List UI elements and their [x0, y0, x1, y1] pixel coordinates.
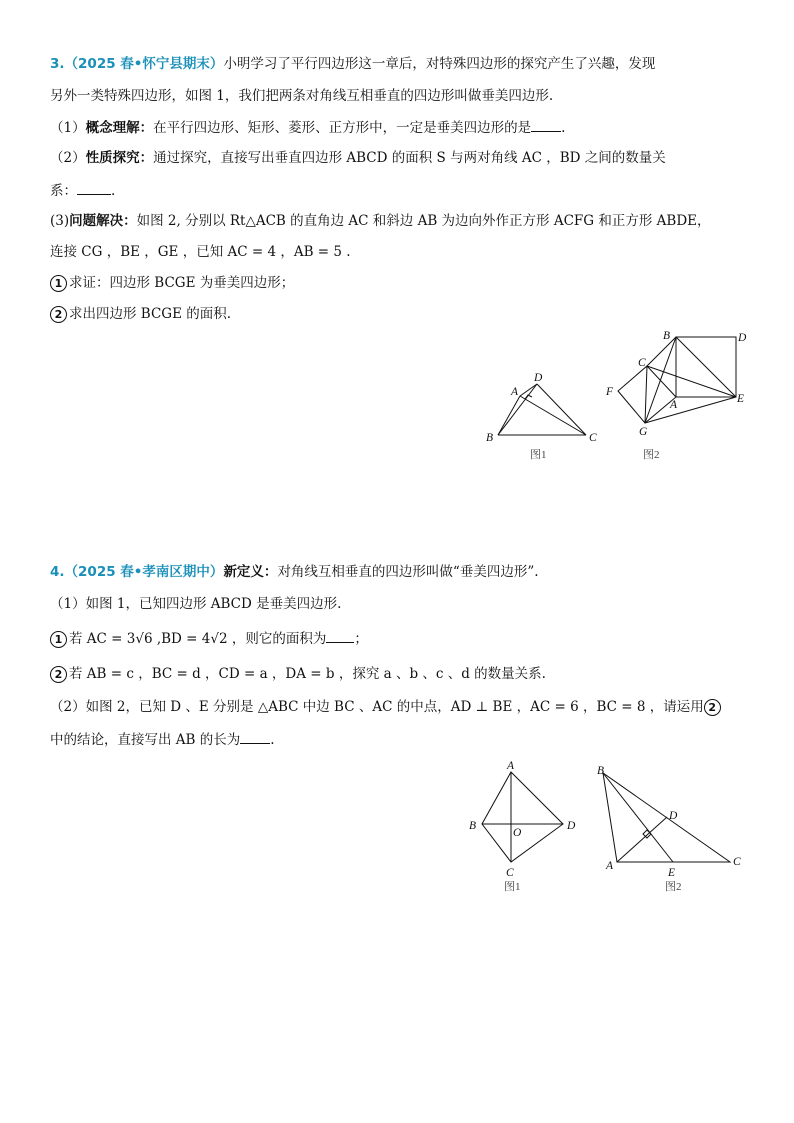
- right-angle-mark: [525, 395, 532, 399]
- q3-p2-text: 通过探究，直接写出垂直四边形 ABCD 的面积 S 与两对角线 AC ，BD 之间的数量关: [153, 150, 666, 166]
- label-A: A: [606, 860, 614, 872]
- circled-2-icon: 2: [704, 699, 721, 716]
- q3-part-3: [50, 211, 711, 231]
- q3-line-1: [50, 54, 655, 74]
- q4-p1-text: （1）如图 1，已知四边形 ABCD 是垂美四边形.: [50, 596, 342, 612]
- q4-def-text: 对角线互相垂直的四边形叫做“垂美四边形”.: [277, 564, 539, 580]
- q4-p2-end: .: [270, 732, 275, 748]
- label-C: C: [733, 856, 741, 868]
- q3-p1-answer-blank[interactable]: [531, 117, 561, 132]
- q3-p2-end: .: [111, 183, 116, 199]
- q4-sub-2: [50, 664, 546, 684]
- q3-p2-answer-blank[interactable]: [77, 180, 111, 195]
- q3-part-2: [50, 148, 666, 168]
- q4-p2-text: （2）如图 2，已知 D 、E 分别是 △ABC 中边 BC 、AC 的中点，AD ⊥ BE ，AC = 6 ，BC = 8 ，请运用: [50, 699, 704, 715]
- label-B: B: [597, 765, 605, 777]
- q3-p2-text-2: 系：: [50, 183, 77, 199]
- segment-AD: [520, 384, 537, 396]
- q3-p3-head: 问题解决：: [69, 213, 137, 229]
- label-E: E: [668, 867, 676, 879]
- label-O: O: [513, 827, 522, 839]
- q4-line-1: [50, 562, 539, 582]
- label-C: C: [589, 432, 597, 444]
- label-C: C: [506, 867, 514, 879]
- q4-p2-text-2: 中的结论，直接写出 AB 的长为: [50, 732, 241, 748]
- segment-BA: [498, 396, 520, 435]
- q3-line-2: [50, 86, 553, 106]
- segment-DC: [537, 384, 586, 435]
- segment-BE: [603, 773, 673, 862]
- segment-BE: [676, 337, 736, 397]
- q4-figure-2: [592, 758, 752, 898]
- label-A: A: [507, 760, 515, 772]
- q3-s2-text: 求出四边形 BCGE 的面积.: [69, 306, 232, 322]
- q4-part-2-cont: [50, 729, 275, 750]
- q3-figure-1: [478, 366, 608, 466]
- circled-2-icon: 2: [50, 666, 67, 683]
- q3-p1-text: 在平行四边形、矩形、菱形、正方形中，一定是垂美四边形的是: [153, 120, 532, 136]
- segment-CB: [647, 337, 676, 366]
- circled-1-icon: 1: [50, 631, 67, 648]
- label-E: E: [737, 393, 745, 405]
- q4-sub-1: [50, 628, 368, 649]
- q4-part-2: [50, 697, 723, 717]
- q4-part-1: [50, 594, 341, 614]
- label-D: D: [534, 372, 543, 384]
- q3-p3-num: (3): [50, 213, 70, 229]
- label-F: F: [606, 386, 614, 398]
- circled-2-icon: 2: [50, 306, 67, 323]
- label-B: B: [469, 820, 477, 832]
- q4-figure-1: [462, 755, 592, 895]
- q4-def-head: 新定义：: [223, 564, 278, 580]
- q3-intro-1: 小明学习了平行四边形这一章后，对特殊四边形的探究产生了兴趣，发现: [223, 56, 656, 72]
- q3-p1-end: .: [561, 120, 566, 136]
- label-G: G: [639, 426, 648, 438]
- figure-caption: 图2: [643, 449, 660, 461]
- figure-caption: 图1: [530, 449, 547, 461]
- q4-s1-end: ；: [354, 631, 368, 647]
- q4-source: （2025 春•孝南区期中）: [64, 564, 224, 580]
- segment-AD: [617, 817, 667, 862]
- figure-caption: 图2: [665, 881, 682, 893]
- q3-number: 3.: [50, 56, 65, 72]
- q3-figure-2: [600, 326, 760, 466]
- label-A: A: [511, 386, 519, 398]
- segment-GE: [645, 397, 736, 423]
- q3-p3-text-2: 连接 CG ，BE ，GE ，已知 AC = 4 ，AB = 5 .: [50, 244, 351, 260]
- circled-1-icon: 1: [50, 275, 67, 292]
- q3-sub-2: [50, 304, 231, 324]
- q3-intro-2: 另外一类特殊四边形，如图 1，我们把两条对角线互相垂直的四边形叫做垂美四边形.: [50, 88, 554, 104]
- q3-sub-1: [50, 273, 294, 293]
- q3-p1-head: 概念理解：: [85, 120, 154, 136]
- q4-s1-answer-blank[interactable]: [326, 628, 354, 643]
- q3-p2-num: （2）: [50, 150, 86, 166]
- q3-p2-head: 性质探究：: [85, 150, 154, 166]
- q4-s1-text: 若 AC = 3√6 ,BD = 4√2 ，则它的面积为: [69, 631, 327, 647]
- label-B: B: [486, 432, 494, 444]
- quadrilateral-ABCD: [482, 772, 563, 862]
- segment-CG: [645, 366, 647, 423]
- q4-number: 4.: [50, 564, 65, 580]
- label-A: A: [670, 399, 678, 411]
- q3-p3-text: 如图 2, 分别以 Rt△ACB 的直角边 AC 和斜边 AB 为边向外作正方形 ACFG 和正方形 ABDE，: [136, 213, 711, 229]
- q3-part-3-cont: [50, 242, 351, 262]
- label-D: D: [738, 332, 747, 344]
- q4-s2-text: 若 AB = c ，BC = d ，CD = a ，DA = b ，探究 a 、b 、c 、d 的数量关系.: [69, 666, 546, 682]
- label-D: D: [669, 810, 678, 822]
- q3-p1-num: （1）: [50, 120, 86, 136]
- q4-p2-answer-blank[interactable]: [240, 729, 270, 744]
- diagonal-AC: [520, 396, 586, 435]
- q3-s1-text: 求证：四边形 BCGE 为垂美四边形；: [69, 275, 295, 291]
- q3-part-2-cont: [50, 180, 115, 201]
- figure-caption: 图1: [504, 881, 521, 893]
- right-angle-mark: [643, 830, 651, 838]
- q3-part-1: [50, 117, 565, 138]
- label-B: B: [663, 330, 671, 342]
- label-C: C: [638, 357, 646, 369]
- q3-source: （2025 春•怀宁县期末）: [64, 56, 224, 72]
- label-D: D: [567, 820, 576, 832]
